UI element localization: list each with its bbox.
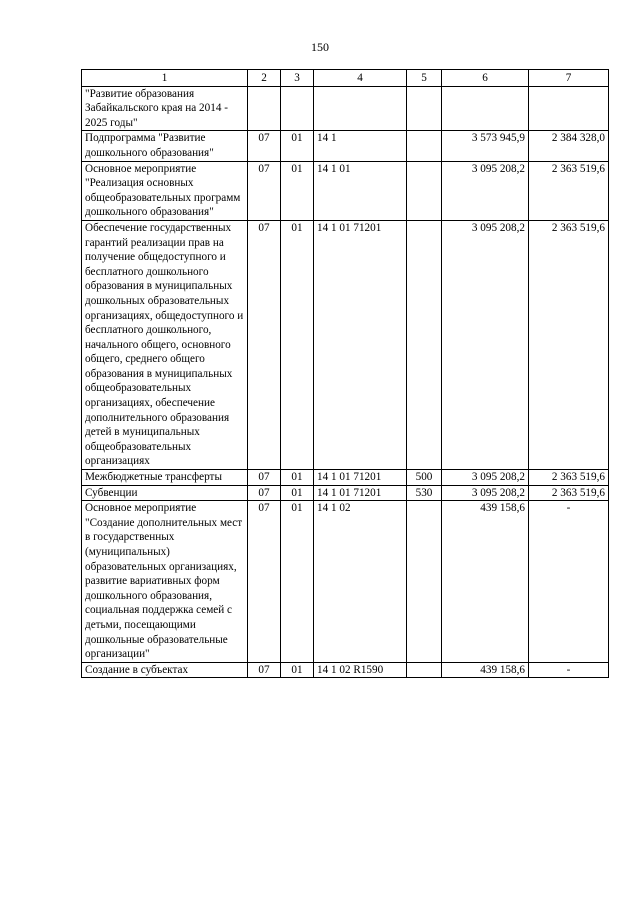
row-amount-2: 2 363 519,6 — [529, 220, 609, 469]
table-row — [82, 161, 609, 220]
row-section: 07 — [248, 501, 281, 663]
table-row — [82, 501, 609, 663]
row-name: Создание в субъектах — [82, 662, 248, 678]
row-name: Основное мероприятие "Создание дополнительных мест в государственных (муниципальных) образовательных организациях, развитие вариативных форм дошкольного образования, социальная поддержка семей с детьми, посещающими дошкольные образовательные организации" — [82, 501, 248, 663]
row-amount-2: - — [529, 501, 609, 663]
row-expense-type — [407, 501, 442, 663]
row-section: 07 — [248, 662, 281, 678]
row-subsection: 01 — [281, 485, 314, 501]
row-amount-1: 3 095 208,2 — [442, 161, 529, 220]
row-target-code: 14 1 01 71201 — [314, 220, 407, 469]
row-amount-1 — [442, 86, 529, 131]
row-subsection — [281, 86, 314, 131]
row-name: Подпрограмма "Развитие дошкольного образования" — [82, 131, 248, 161]
row-target-code: 14 1 01 — [314, 161, 407, 220]
table-row — [82, 485, 609, 501]
row-section: 07 — [248, 161, 281, 220]
row-amount-2: 2 363 519,6 — [529, 161, 609, 220]
row-target-code: 14 1 02 — [314, 501, 407, 663]
row-subsection: 01 — [281, 220, 314, 469]
header-cell: 2 — [248, 70, 281, 87]
row-subsection: 01 — [281, 470, 314, 486]
row-section: 07 — [248, 485, 281, 501]
header-cell: 3 — [281, 70, 314, 87]
row-subsection: 01 — [281, 131, 314, 161]
row-name: Субвенции — [82, 485, 248, 501]
row-expense-type — [407, 131, 442, 161]
header-cell: 4 — [314, 70, 407, 87]
row-amount-2 — [529, 86, 609, 131]
row-expense-type: 500 — [407, 470, 442, 486]
row-section: 07 — [248, 131, 281, 161]
row-section — [248, 86, 281, 131]
row-target-code: 14 1 — [314, 131, 407, 161]
row-expense-type — [407, 161, 442, 220]
row-name: Межбюджетные трансферты — [82, 470, 248, 486]
row-target-code: 14 1 01 71201 — [314, 485, 407, 501]
row-amount-1: 439 158,6 — [442, 501, 529, 663]
row-name: "Развитие образования Забайкальского края на 2014 - 2025 годы" — [82, 86, 248, 131]
row-amount-1: 3 573 945,9 — [442, 131, 529, 161]
row-name: Основное мероприятие "Реализация основных общеобразовательных программ дошкольного образования" — [82, 161, 248, 220]
row-target-code: 14 1 02 R1590 — [314, 662, 407, 678]
table-row — [82, 470, 609, 486]
row-amount-1: 3 095 208,2 — [442, 485, 529, 501]
header-cell: 7 — [529, 70, 609, 87]
row-subsection: 01 — [281, 501, 314, 663]
row-amount-2: - — [529, 662, 609, 678]
table-row — [82, 662, 609, 678]
row-subsection: 01 — [281, 161, 314, 220]
table-row — [82, 131, 609, 161]
row-target-code: 14 1 01 71201 — [314, 470, 407, 486]
row-amount-2: 2 363 519,6 — [529, 485, 609, 501]
row-target-code — [314, 86, 407, 131]
page-number: 150 — [311, 40, 329, 54]
table-row — [82, 220, 609, 469]
row-expense-type — [407, 86, 442, 131]
row-name: Обеспечение государственных гарантий реализации прав на получение общедоступного и бесплатного дошкольного образования в муниципальных дошкольных образовательных организациях, общедоступного и бесплатного дошкольного, начального общего, основного общего, среднего общего образования в муниципальных общеобразовательных организациях, обеспечение дополнительного образования детей в муниципальных общеобразовательных организациях — [82, 220, 248, 469]
row-expense-type: 530 — [407, 485, 442, 501]
row-expense-type — [407, 662, 442, 678]
budget-table — [81, 69, 609, 678]
header-cell: 6 — [442, 70, 529, 87]
row-section: 07 — [248, 220, 281, 469]
row-amount-1: 3 095 208,2 — [442, 470, 529, 486]
row-expense-type — [407, 220, 442, 469]
header-cell: 5 — [407, 70, 442, 87]
row-amount-2: 2 363 519,6 — [529, 470, 609, 486]
row-amount-1: 3 095 208,2 — [442, 220, 529, 469]
header-cell: 1 — [82, 70, 248, 87]
table-header-row — [82, 70, 609, 87]
table-row — [82, 86, 609, 131]
row-subsection: 01 — [281, 662, 314, 678]
row-amount-1: 439 158,6 — [442, 662, 529, 678]
row-amount-2: 2 384 328,0 — [529, 131, 609, 161]
row-section: 07 — [248, 470, 281, 486]
